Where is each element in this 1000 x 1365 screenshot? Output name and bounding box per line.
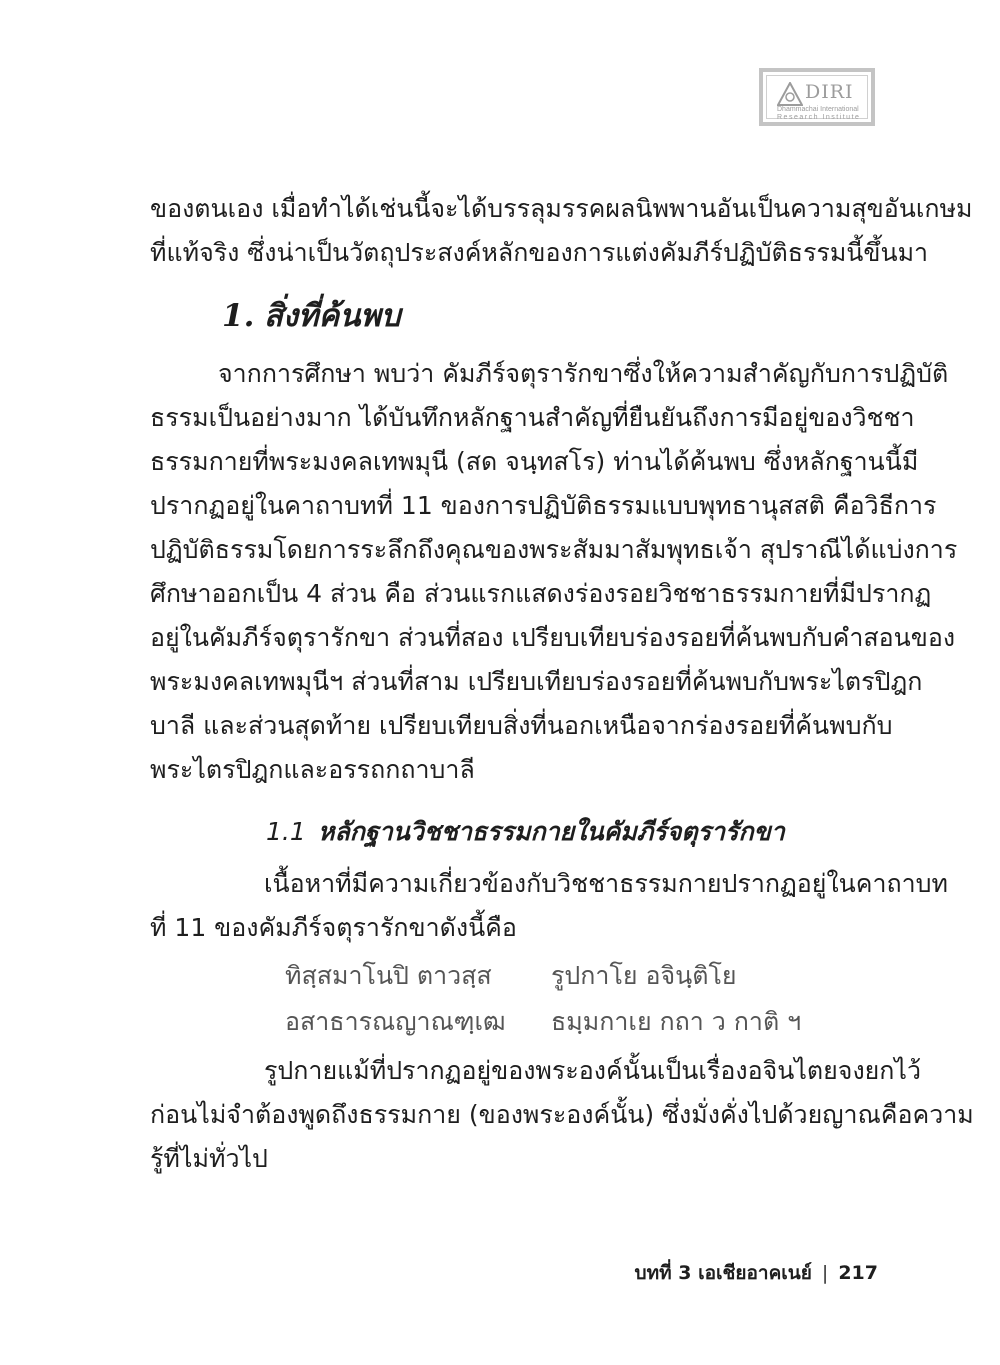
text-line: ปรากฏอยู่ในคาถาบทที่ 11 ของการปฏิบัติธรรมแบบพุทธานุสสติ คือวิธีการ [150,491,937,520]
text-line: ที่แท้จริง ซึ่งน่าเป็นวัตถุประสงค์หลักของการแต่งคัมภีร์ปฏิบัติธรรมนี้ขึ้นมา [150,238,929,267]
pali-verse [285,953,801,1045]
text-line: จากการศึกษา พบว่า คัมภีร์จตุรารักขาซึ่งให้ความสำคัญกับการปฏิบัติ [218,359,949,388]
section-1-paragraph [150,352,958,792]
section-1-heading [222,296,401,336]
chapter-label: บทที่ 3 เอเชียอาคเนย์ [634,1262,812,1284]
page-footer [635,1259,878,1287]
intro-paragraph [150,187,973,275]
verse-row [285,999,801,1045]
subsection-title: หลักฐานวิชชาธรรมกายในคัมภีร์จตุรารักขา [318,817,785,846]
logo-name: DIRI [805,81,854,103]
diri-logo [759,68,875,126]
section-number: 1. [222,298,255,334]
text-line: ธรรมเป็นอย่างมาก ได้บันทึกหลักฐานสำคัญที่ยืนยันถึงการมีอยู่ของวิชชา [150,403,915,432]
text-line: รู้ที่ไม่ทั่วไป [150,1144,268,1173]
text-line: ของตนเอง เมื่อทำได้เช่นนี้จะได้บรรลุมรรคผลนิพพานอันเป็นความสุขอันเกษม [150,194,973,223]
text-line: พระมงคลเทพมุนีฯ ส่วนที่สาม เปรียบเทียบร่องรอยที่ค้นพบกับพระไตรปิฎก [150,667,923,696]
text-line: ที่ 11 ของคัมภีร์จตุรารักขาดังนี้คือ [150,913,517,942]
verse-left: อสาธารณญาณฑฺเฒ [285,1007,506,1036]
text-line: บาลี และส่วนสุดท้าย เปรียบเทียบสิ่งที่นอกเหนือจากร่องรอยที่ค้นพบกับ [150,711,893,740]
verse-right: รูปกาโย อจินฺติโย [551,961,737,990]
section-1-1-paragraph [150,862,949,950]
text-line: ธรรมกายที่พระมงคลเทพมุนี (สด จนฺทสโร) ท่านได้ค้นพบ ซึ่งหลักฐานนี้มี [150,447,919,476]
text-line: พระไตรปิฎกและอรรถกถาบาลี [150,755,475,784]
text-line: รูปกายแม้ที่ปรากฏอยู่ของพระองค์นั้นเป็นเรื่องอจินไตยจงยกไว้ [264,1056,922,1085]
subsection-number: 1.1 [266,817,306,846]
text-line: ศึกษาออกเป็น 4 ส่วน คือ ส่วนแรกแสดงร่องรอยวิชชาธรรมกายที่มีปรากฏ [150,579,932,608]
logo-subtitle-1: Dhammachai International [777,106,859,113]
text-line: ปฏิบัติธรรมโดยการระลึกถึงคุณของพระสัมมาสัมพุทธเจ้า สุปราณีได้แบ่งการ [150,535,958,564]
text-line: ก่อนไม่จำต้องพูดถึงธรรมกาย (ของพระองค์นั้น) ซึ่งมั่งคั่งไปด้วยญาณคือความ [150,1100,974,1129]
verse-left: ทิสฺสมาโนปิ ตาวสฺส [285,961,492,990]
text-line: เนื้อหาที่มีความเกี่ยวข้องกับวิชชาธรรมกายปรากฏอยู่ในคาถาบท [264,869,949,898]
footer-separator: | [821,1262,829,1284]
verse-row [285,953,801,999]
verse-right: ธมฺมกาเย กถา ว กาติ ฯ [551,1007,802,1036]
closing-paragraph [150,1049,974,1181]
section-title: สิ่งที่ค้นพบ [264,298,401,334]
section-1-1-heading [266,812,785,852]
page-number: 217 [838,1262,878,1284]
logo-frame [766,75,868,119]
text-line: อยู่ในคัมภีร์จตุรารักขา ส่วนที่สอง เปรียบเทียบร่องรอยที่ค้นพบกับคำสอนของ [150,623,956,652]
logo-subtitle-2: Research Institute [777,114,861,121]
diri-emblem-icon [777,82,803,106]
